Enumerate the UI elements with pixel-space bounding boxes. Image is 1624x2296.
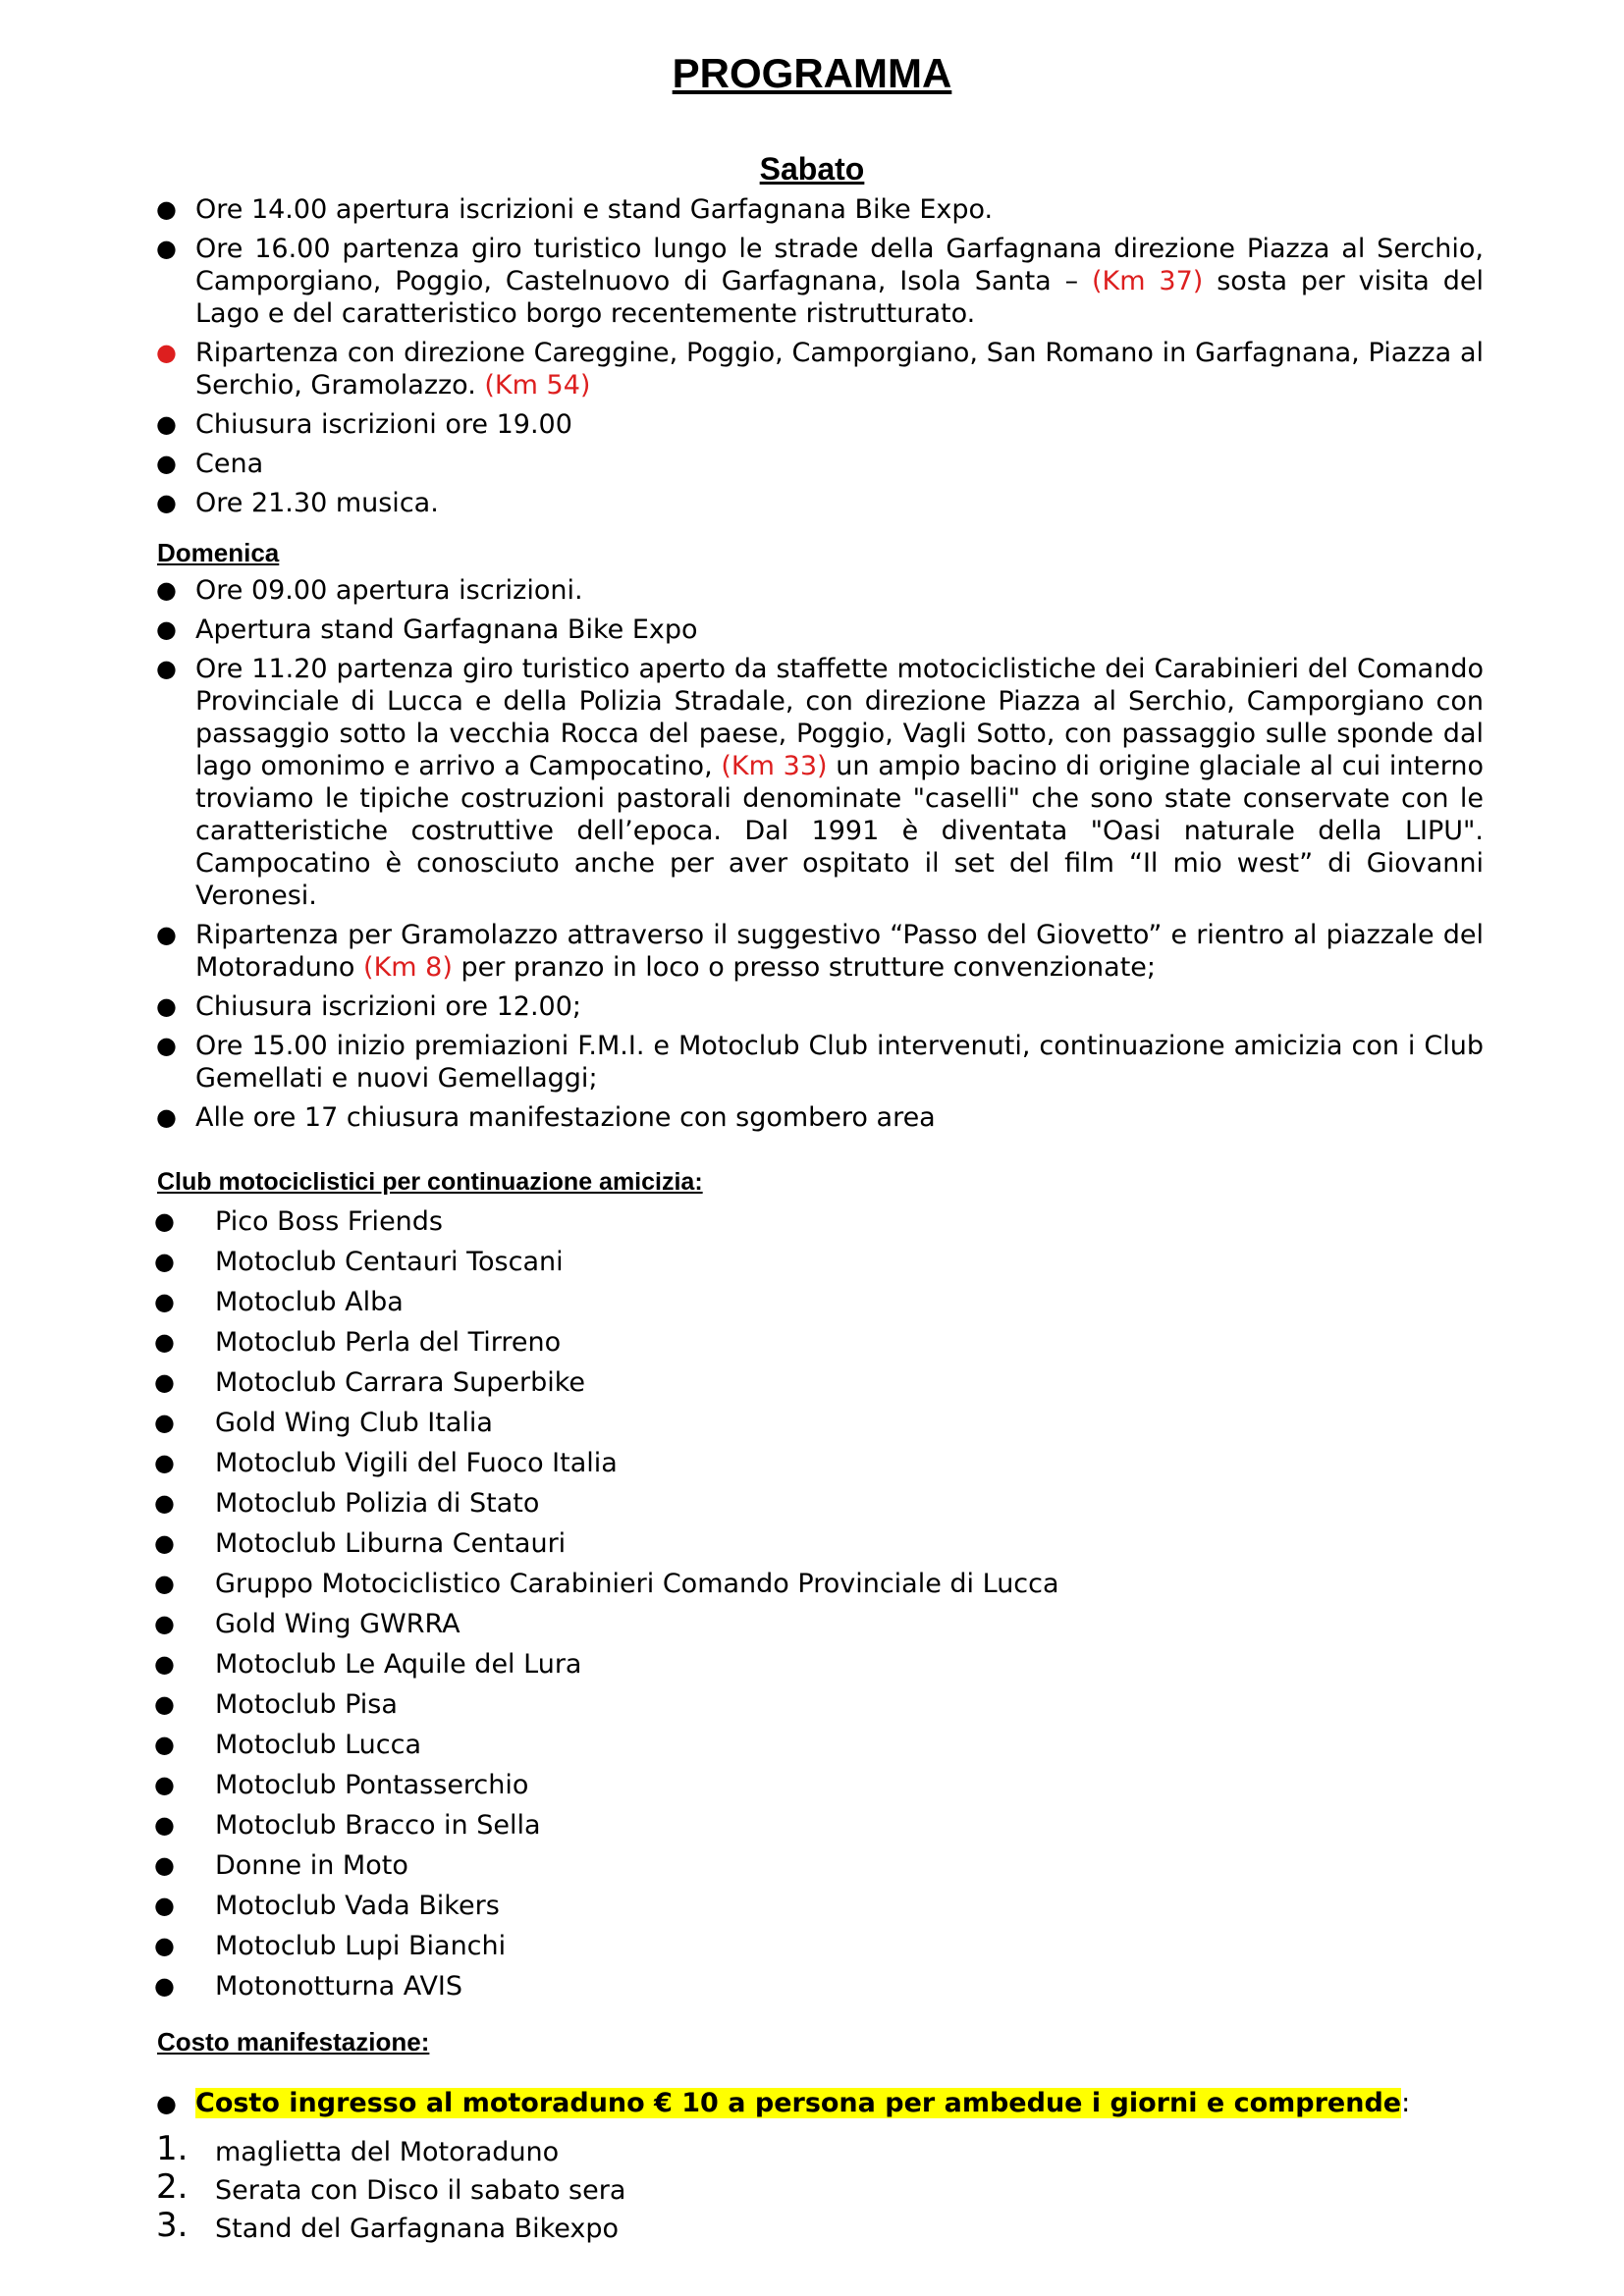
cost-heading: Costo manifestazione:	[157, 2027, 430, 2056]
bullet-icon: ●	[154, 1409, 175, 1436]
clubs-heading: Club motociclistici per continuazione amicizia:	[157, 1168, 703, 1196]
bullet-icon: ●	[154, 1288, 175, 1315]
list-item: ● Motoclub Vigili del Fuoco Italia	[215, 1443, 1059, 1483]
bullet-icon: ●	[154, 1489, 175, 1517]
bullet-icon: ●	[154, 1811, 175, 1839]
list-item: ● Gold Wing GWRRA	[215, 1604, 1059, 1644]
list-item: 1. maglietta del Motoraduno	[156, 2129, 560, 2168]
cost-includes-list	[0, 2129, 626, 2248]
bullet-icon: ●	[154, 1932, 175, 1959]
list-item: ● Gold Wing Club Italia	[215, 1403, 1059, 1443]
bullet-icon: ●	[156, 615, 177, 643]
list-item: ● Chiusura iscrizioni ore 12.00;	[156, 991, 582, 1022]
bullet-icon: ●	[154, 1328, 175, 1356]
bullet-icon: ●	[156, 655, 177, 682]
bullet-icon: ●	[156, 1032, 177, 1059]
list-item: 3. Stand del Garfagnana Bikexpo	[156, 2206, 620, 2245]
saturday-heading: Sabato	[759, 151, 865, 187]
bullet-icon: ●	[156, 410, 177, 438]
list-item: ● Motonotturna AVIS	[215, 1966, 1059, 2006]
list-item: ● Ore 14.00 apertura iscrizioni e stand Garfagnana Bike Expo.	[156, 194, 994, 225]
list-item: ● Motoclub Le Aquile del Lura	[215, 1644, 1059, 1684]
list-item: ● Ripartenza con direzione Careggine, Poggio, Camporgiano, San Romano in Garfagnana, Piazza al Serchio, Gramolazzo. (Km 54)	[156, 338, 1484, 400]
bullet-icon: ●	[154, 1771, 175, 1798]
item-number: 2.	[156, 2167, 189, 2207]
bullet-icon: ●	[156, 339, 177, 366]
bullet-icon: ●	[154, 1731, 175, 1758]
bullet-icon: ●	[156, 195, 177, 223]
list-item: ● Motoclub Pontasserchio	[215, 1765, 1059, 1805]
km-label: (Km 33)	[721, 751, 828, 781]
clubs-list	[0, 1201, 1059, 2006]
list-item: ● Alle ore 17 chiusura manifestazione con sgombero area	[156, 1102, 936, 1133]
list-item: ● Ore 16.00 partenza giro turistico lungo le strade della Garfagnana direzione Piazza al Serchio, Camporgiano, Poggio, Castelnuovo di Garfagnana, Isola Santa – (Km 37) sosta per visita del Lago e del caratteristico borgo recentemente ristrutturato.	[156, 234, 1484, 329]
bullet-icon: ●	[156, 235, 177, 262]
bullet-icon: ●	[156, 1103, 177, 1131]
bullet-icon: ●	[154, 1368, 175, 1396]
list-item: ● Chiusura iscrizioni ore 19.00	[156, 409, 572, 440]
list-item: ● Motoclub Lupi Bianchi	[215, 1926, 1059, 1966]
km-label: (Km 54)	[484, 370, 591, 400]
list-item: ● Motoclub Lucca	[215, 1725, 1059, 1765]
list-item: ● Motoclub Centauri Toscani	[215, 1242, 1059, 1282]
list-item: ● Cena	[156, 449, 264, 479]
bullet-icon: ●	[156, 992, 177, 1020]
bullet-icon: ●	[154, 1892, 175, 1919]
km-label: (Km 37)	[1092, 266, 1204, 296]
list-item: ● Ore 21.30 musica.	[156, 488, 439, 518]
list-item: ● Motoclub Bracco in Sella	[215, 1805, 1059, 1845]
bullet-icon: ●	[156, 450, 177, 477]
list-item: ● Motoclub Liburna Centauri	[215, 1523, 1059, 1564]
sunday-list	[0, 574, 1484, 1134]
item-number: 3.	[156, 2206, 189, 2245]
list-item: ● Ore 09.00 apertura iscrizioni.	[156, 575, 583, 606]
bullet-icon: ●	[156, 576, 177, 604]
list-item: ● Donne in Moto	[215, 1845, 1059, 1886]
list-item: ● Motoclub Carrara Superbike	[215, 1362, 1059, 1403]
list-item: ● Ore 15.00 inizio premiazioni F.M.I. e Motoclub Club intervenuti, continuazione amicizia con i Club Gemellati e nuovi Gemellaggi;	[156, 1031, 1484, 1094]
list-item: ● Motoclub Vada Bikers	[215, 1886, 1059, 1926]
cost-main-item: ● Costo ingresso al motoraduno € 10 a persona per ambedue i giorni e comprende:	[195, 2084, 1410, 2123]
sunday-heading: Domenica	[157, 538, 280, 567]
highlighted-cost-text: Costo ingresso al motoraduno € 10 a persona per ambedue i giorni e comprende	[195, 2088, 1402, 2118]
list-item: ● Ore 11.20 partenza giro turistico aperto da staffette motociclistiche dei Carabinieri del Comando Provinciale di Lucca e della Polizia Stradale, con direzione Piazza al Serchio, Camporgiano con passaggio sotto la vecchia Rocca del paese, Poggio, Vagli Sotto, con passaggio sulle sponde dal lago omonimo e arrivo a Campocatino, (Km 33) un ampio bacino di origine glaciale al cui interno troviamo le tipiche costruzioni pastorali denominate "caselli" che sono state conservate con le caratteristiche costruttive dell’epoca. Dal 1991 è diventata "Oasi naturale della LIPU". Campocatino è conosciuto anche per aver ospitato il set del film “Il mio west” di Giovanni Veronesi.	[156, 654, 1484, 911]
bullet-icon: ●	[154, 1248, 175, 1275]
bullet-icon: ●	[156, 2090, 177, 2117]
list-item: 2. Serata con Disco il sabato sera	[156, 2167, 626, 2207]
bullet-icon: ●	[154, 1851, 175, 1879]
bullet-icon: ●	[154, 1207, 175, 1235]
bullet-icon: ●	[154, 1972, 175, 2000]
bullet-icon: ●	[154, 1690, 175, 1718]
list-item: ● Gruppo Motociclistico Carabinieri Comando Provinciale di Lucca	[215, 1564, 1059, 1604]
item-number: 1.	[156, 2129, 189, 2168]
list-item: ● Motoclub Perla del Tirreno	[215, 1322, 1059, 1362]
list-item: ● Ripartenza per Gramolazzo attraverso il suggestivo “Passo del Giovetto” e rientro al piazzale del Motoraduno (Km 8) per pranzo in loco o presso strutture convenzionate;	[156, 920, 1484, 983]
list-item: ● Motoclub Alba	[215, 1282, 1059, 1322]
bullet-icon: ●	[156, 921, 177, 948]
bullet-icon: ●	[154, 1449, 175, 1476]
list-item: ● Motoclub Pisa	[215, 1684, 1059, 1725]
page-title: PROGRAMMA	[672, 50, 952, 96]
bullet-icon: ●	[154, 1650, 175, 1678]
list-item: ● Apertura stand Garfagnana Bike Expo	[156, 614, 698, 645]
saturday-list	[0, 193, 1484, 519]
bullet-icon: ●	[154, 1570, 175, 1597]
bullet-icon: ●	[154, 1610, 175, 1637]
list-item: ● Motoclub Polizia di Stato	[215, 1483, 1059, 1523]
km-label: (Km 8)	[363, 952, 453, 983]
bullet-icon: ●	[154, 1529, 175, 1557]
list-item: ● Pico Boss Friends	[215, 1201, 1059, 1242]
bullet-icon: ●	[156, 489, 177, 516]
